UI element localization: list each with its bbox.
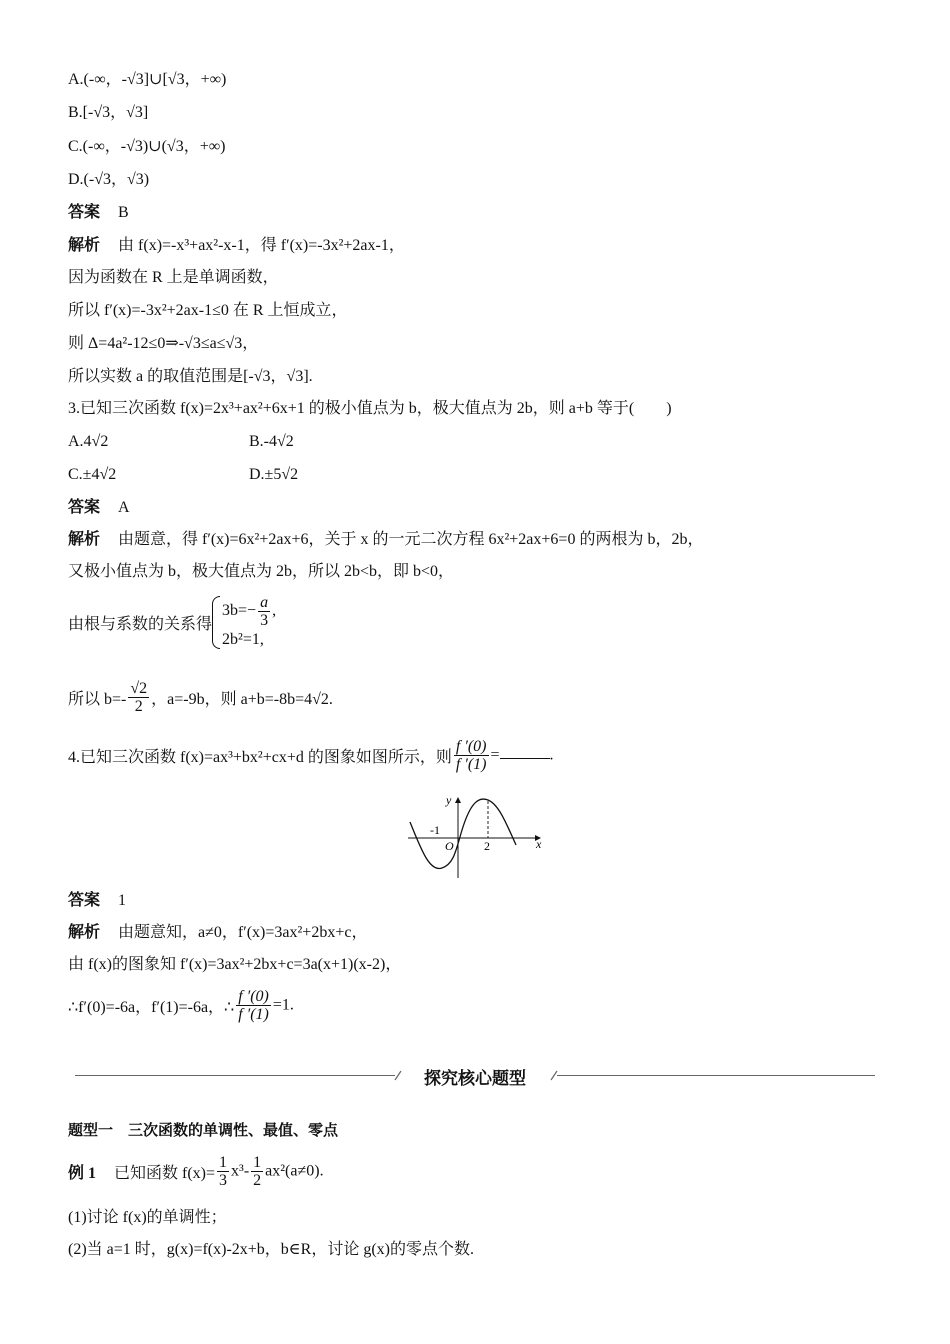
answer-line-q3 — [68, 498, 130, 518]
analysis-line — [68, 236, 405, 256]
analysis-label: 解析 — [68, 924, 101, 941]
x-label: x — [536, 837, 542, 851]
question-text: . — [549, 746, 554, 764]
eq-text: , — [272, 602, 277, 620]
fraction — [251, 1154, 263, 1189]
analysis-text: 所以 b=- — [68, 691, 127, 708]
example-1 — [68, 1154, 324, 1189]
example-text: x³- — [231, 1162, 250, 1180]
fraction — [258, 594, 270, 629]
function-graph — [400, 790, 550, 882]
origin-label: O — [445, 839, 454, 853]
fraction — [128, 680, 149, 715]
denominator: f ′(1) — [455, 756, 487, 773]
analysis-line: 由 f(x)的图象知 f′(x)=3ax²+2bx+c=3a(x+1)(x-2)， — [68, 956, 402, 973]
answer-line-q2 — [68, 203, 129, 223]
eq-text: 3b=− — [222, 602, 257, 620]
analysis-formula: f′(x)=-3x²+2ax-1 — [280, 237, 389, 254]
fraction — [217, 1154, 229, 1189]
analysis-label: 解析 — [68, 237, 101, 254]
answer-value: 1 — [118, 892, 127, 909]
numerator: a — [260, 594, 269, 611]
analysis-line: 又极小值点为 b，极大值点为 2b，所以 2b<b，即 b<0， — [68, 563, 455, 580]
analysis-text: ，a=-9b，则 a+b=-8b=4√2. — [151, 691, 333, 708]
example-label: 例 1 — [68, 1165, 97, 1182]
section-divider-left — [75, 1075, 395, 1076]
tick-label-neg1: -1 — [430, 823, 440, 837]
numerator: 1 — [253, 1154, 262, 1171]
analysis-line: 则 Δ=4a²-12≤0⇒-√3≤a≤√3， — [68, 335, 259, 352]
answer-label: 答案 — [68, 892, 101, 909]
fraction — [454, 738, 489, 773]
q3-option-c: C.±4√2 — [68, 466, 117, 483]
analysis-line — [68, 988, 294, 1023]
analysis-line: 所以 f′(x)=-3x²+2ax-1≤0 在 R 上恒成立， — [68, 302, 348, 319]
answer-line-q4 — [68, 891, 126, 911]
q3-option-b: B.-4√2 — [249, 433, 294, 450]
question-text: = — [490, 746, 500, 764]
analysis-text: ， — [388, 237, 405, 254]
analysis-text: 由 — [118, 237, 139, 254]
section-title: 探究核心题型 — [424, 1069, 526, 1089]
example-text: ax²(a≠0). — [265, 1162, 324, 1180]
analysis-line — [68, 923, 367, 943]
cubic-curve — [410, 799, 516, 868]
analysis-text: 由根与系数的关系得 — [68, 616, 213, 633]
denominator: 2 — [253, 1172, 262, 1189]
type-title: 题型一 三次函数的单调性、最值、零点 — [68, 1121, 339, 1139]
answer-label: 答案 — [68, 204, 101, 221]
option-a: A.(-∞，-√3]∪[√3，+∞) — [68, 71, 227, 88]
question-text: 4.已知三次函数 f(x)=ax³+bx²+cx+d 的图象如图所示，则 — [68, 749, 452, 766]
numerator: f ′(0) — [455, 738, 487, 755]
example-part-2: (2)当 a=1 时，g(x)=f(x)-2x+b，b∈R，讨论 g(x)的零点个数. — [68, 1241, 474, 1258]
question-3-stem: 3.已知三次函数 f(x)=2x³+ax²+6x+1 的极小值点为 b，极大值点为 2b，则 a+b 等于( ) — [68, 400, 672, 417]
example-part-1: (1)讨论 f(x)的单调性； — [68, 1209, 227, 1226]
equation-system-line — [68, 594, 276, 651]
slash-ornament-icon — [393, 1069, 403, 1081]
analysis-text: 由题意知，a≠0，f′(x)=3ax²+2bx+c， — [118, 924, 368, 941]
analysis-line — [68, 530, 703, 550]
denominator: 2 — [134, 698, 143, 715]
numerator: f ′(0) — [238, 988, 269, 1005]
analysis-line — [68, 680, 333, 715]
section-divider-right — [557, 1075, 875, 1076]
denominator: 3 — [260, 612, 269, 629]
system-eq-2: 2b²=1, — [222, 631, 264, 648]
analysis-line: 所以实数 a 的取值范围是[-√3，√3]. — [68, 368, 313, 385]
tick-label-2: 2 — [484, 839, 490, 853]
option-b: B.[-√3，√3] — [68, 104, 149, 121]
question-4-stem — [68, 738, 554, 773]
system-eq-1 — [222, 594, 276, 629]
q3-option-d: D.±5√2 — [249, 466, 299, 483]
numerator: 1 — [219, 1154, 228, 1171]
analysis-text: 由题意，得 f′(x)=6x²+2ax+6，关于 x 的一元二次方程 6x²+2ax+6=0 的两根为 b，2b， — [118, 531, 704, 548]
option-c: C.(-∞，-√3)∪(√3，+∞) — [68, 138, 226, 155]
equation-system — [212, 594, 276, 651]
y-label: y — [446, 793, 452, 807]
q3-option-a: A.4√2 — [68, 433, 109, 450]
answer-label: 答案 — [68, 499, 101, 516]
section-header — [75, 1060, 875, 1090]
analysis-line: 因为函数在 R 上是单调函数， — [68, 269, 279, 286]
fraction — [236, 988, 271, 1023]
denominator: f ′(1) — [238, 1006, 269, 1023]
denominator: 3 — [219, 1172, 228, 1189]
analysis-text: =1. — [272, 996, 294, 1014]
analysis-text: ，得 — [244, 237, 281, 254]
analysis-label: 解析 — [68, 531, 101, 548]
example-text: 已知函数 f(x)= — [114, 1165, 216, 1182]
analysis-formula: f(x)=-x³+ax²-x-1 — [138, 237, 245, 254]
numerator: √2 — [130, 680, 148, 697]
answer-blank — [500, 744, 550, 759]
analysis-text: ∴f′(0)=-6a，f′(1)=-6a，∴ — [68, 999, 235, 1016]
option-d: D.(-√3，√3) — [68, 171, 150, 188]
answer-value: B — [118, 204, 129, 221]
answer-value: A — [118, 499, 130, 516]
